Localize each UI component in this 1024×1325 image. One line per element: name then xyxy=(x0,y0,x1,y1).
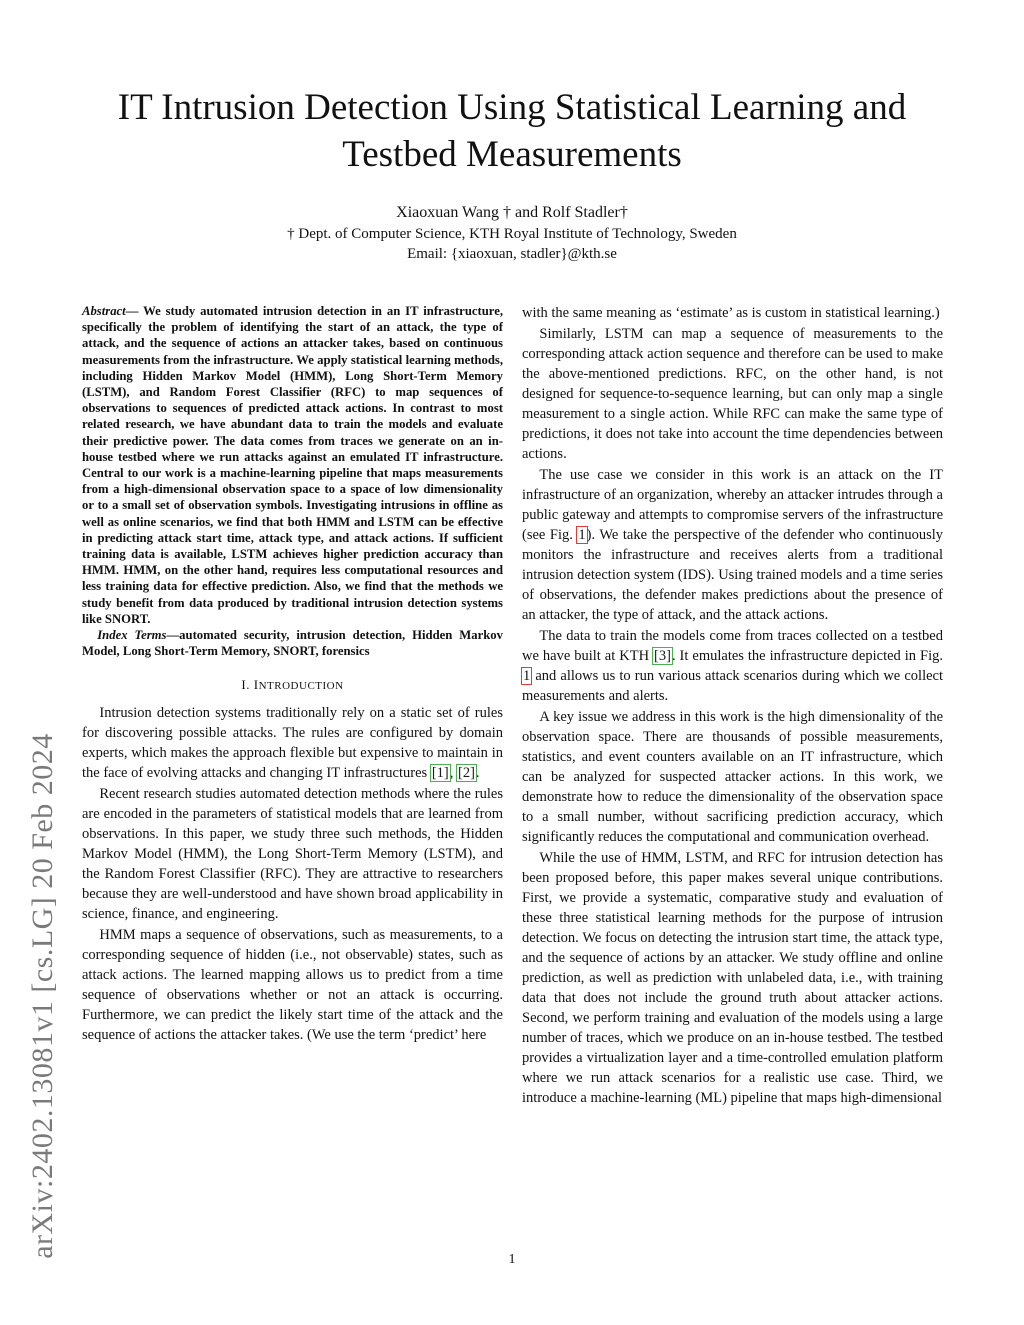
intro-paragraph-2: Recent research studies automated detection methods where the rules are encoded in the parameters of statistical models that are learned from observations. In this paper, we study three such methods, the Hidden Markov Model (HMM), the Long Short-Term Memory (LSTM), and the Random Forest Classifier (RFC). They are attractive to researchers because they are well-understood and have shown broad applicability in science, finance, and engineering. xyxy=(82,786,503,923)
citation-link[interactable]: [2] xyxy=(457,765,475,782)
left-column xyxy=(82,303,503,1046)
section-title-initial: I xyxy=(253,677,259,693)
author-line: Xiaoxuan Wang † and Rolf Stadler† xyxy=(396,204,628,221)
abstract-text: — We study automated intrusion detection in an IT infrastructure, specifically the problem of identifying the start of an attack, the type of attack, and the sequence of actions an attacker takes, based on continuous measurements from the infrastructure. We apply statistical learning methods, including Hidden Markov Model (HMM), Long Short-Term Memory (LSTM), and Random Forest Classifier (RFC) to map sequences of observations to sequences of predicted attack actions. In contrast to most related research, we have abundant data to train the models and evaluate their predictive power. The data comes from traces we generate on an in-house testbed where we run attacks against an emulated IT infrastructure. Central to our work is a machine-learning pipeline that maps measurements from a high-dimensional observation space to a space of low dimensionality or to a small set of observation symbols. Investigating intrusions in offline as well as online scenarios, we find that both HMM and LSTM can be effective in predicting attack start time, attack type, and attack actions. If sufficient training data is available, LSTM achieves higher prediction accuracy than HMM. HMM, on the other hand, requires less computational resources and less training data for effective prediction. Also, we find that the methods we study benefit from data produced by traditional intrusion detection systems like SNORT. xyxy=(82,304,503,626)
figure-link[interactable]: 1 xyxy=(523,668,531,684)
index-terms-label: Index Terms xyxy=(97,628,167,643)
use-case-text-a: The use case we consider in this work is an attack on the IT infrastructure of an organization, whereby an attacker intrudes through a public gateway and attempts to compromise servers of the infrastructure (see Fig. xyxy=(522,467,943,543)
right-paragraph-lstm: Similarly, LSTM can map a sequence of measurements to the corresponding attack action sequence and therefore can be used to make the above-mentioned predictions. RFC, on the other hand, is not designed for sequence-to-sequence learning, but can only map a single measurement to a single action. While RFC can make the same type of predictions, it does not take into account the time dependencies between actions. xyxy=(522,326,943,462)
intro-paragraph-1 xyxy=(82,703,503,783)
citation-link[interactable]: [3] xyxy=(654,648,671,664)
index-terms xyxy=(82,627,503,659)
testbed-text-b: . It emulates the infrastructure depicted in Fig. xyxy=(671,648,943,664)
right-paragraph-continued: with the same meaning as ‘estimate’ as is custom in statistical learning.) xyxy=(522,305,940,321)
abstract-label: Abstract xyxy=(82,304,126,318)
section-heading-introduction xyxy=(82,677,503,693)
arxiv-identifier: arXiv:2402.13081v1 [cs.LG] 20 Feb 2024 xyxy=(26,733,59,1259)
testbed-text-a: The data to train the models come from traces collected on a testbed we have built at KTH xyxy=(522,628,943,664)
abstract-paragraph xyxy=(82,303,503,627)
right-paragraph-dimensionality: A key issue we address in this work is the high dimensionality of the observation space. There are thousands of possible measurements, statistics, and event counters available on an IT infrastructure, which can be analyzed for suspected attacker actions. In this work, we demonstrate how to reduce the dimensionality of the observation space to a small number, without sacrificing prediction accuracy, which significantly reduces the computational and communication overhead. xyxy=(522,709,943,845)
right-paragraph-contributions: While the use of HMM, LSTM, and RFC for intrusion detection has been proposed before, this paper makes several unique contributions. First, we provide a systematic, comparative study and evaluation of these three statistical learning methods for the purpose of intrusion detection. We focus on detecting the intrusion start time, the attack type, and the sequence of actions by an attacker. We study offline and online prediction, as well as prediction with unlabeled data, i.e., with training data that does not include the ground truth about attacker actions. Second, we perform training and evaluation of the models using a large number of traces, which we produce on an in-house testbed. The testbed provides a virtualization layer and a time-controlled emulation platform where we run attack scenarios for a realistic use case. Third, we introduce a machine-learning (ML) pipeline that maps high-dimensional xyxy=(522,850,943,1106)
section-title-rest: NTRODUCTION xyxy=(258,680,344,693)
right-paragraph-use-case xyxy=(522,465,943,625)
figure-link[interactable]: 1 xyxy=(578,527,586,543)
page-number: 1 xyxy=(508,1252,516,1267)
use-case-text-b: ). We take the perspective of the defender who continuously monitors the infrastructure and receives alerts from a traditional intrusion detection system (IDS). Using trained models and a time series of observations, the defender makes predictions about the presence of an attacker, the type of attack, and the attack actions. xyxy=(522,527,943,623)
intro-p1-text: Intrusion detection systems traditionally rely on a static set of rules for discovering possible attacks. The rules are configured by domain experts, which makes the approach flexible but expensive to maintain in the face of evolving attacks and changing IT infrastructures xyxy=(82,705,503,782)
citation-link[interactable]: [1] xyxy=(431,765,449,782)
right-column xyxy=(522,303,943,1109)
arxiv-stamp xyxy=(12,350,74,1259)
abstract xyxy=(82,303,503,659)
intro-p1-end: . xyxy=(475,765,480,782)
index-terms-text: —automated security, intrusion detection, Hidden Markov Model, Long Short-Term Memory, SNORT, forensics xyxy=(82,628,503,659)
email-line: Email: {xiaoxuan, stadler}@kth.se xyxy=(407,246,617,262)
testbed-text-c: and allows us to run various attack scenarios during which we collect measurements and alerts. xyxy=(522,668,943,704)
citation-separator: , xyxy=(449,765,457,782)
paper-title: IT Intrusion Detection Using Statistical Learning and Testbed Measurements xyxy=(117,87,907,175)
intro-paragraph-3: HMM maps a sequence of observations, such as measurements, to a corresponding sequence of hidden (i.e., not observable) states, such as attack actions. The learned mapping allows us to predict from a time sequence of observations whether or not an attack is occurring. Furthermore, we can predict the likely start time of the attack and the sequence of actions the attacker takes. (We use the term ‘predict’ here xyxy=(82,927,503,1044)
right-paragraph-testbed xyxy=(522,626,943,706)
section-number: I. xyxy=(241,677,251,693)
left-body-text xyxy=(82,703,503,1045)
affiliation-line: † Dept. of Computer Science, KTH Royal Institute of Technology, Sweden xyxy=(287,226,737,242)
